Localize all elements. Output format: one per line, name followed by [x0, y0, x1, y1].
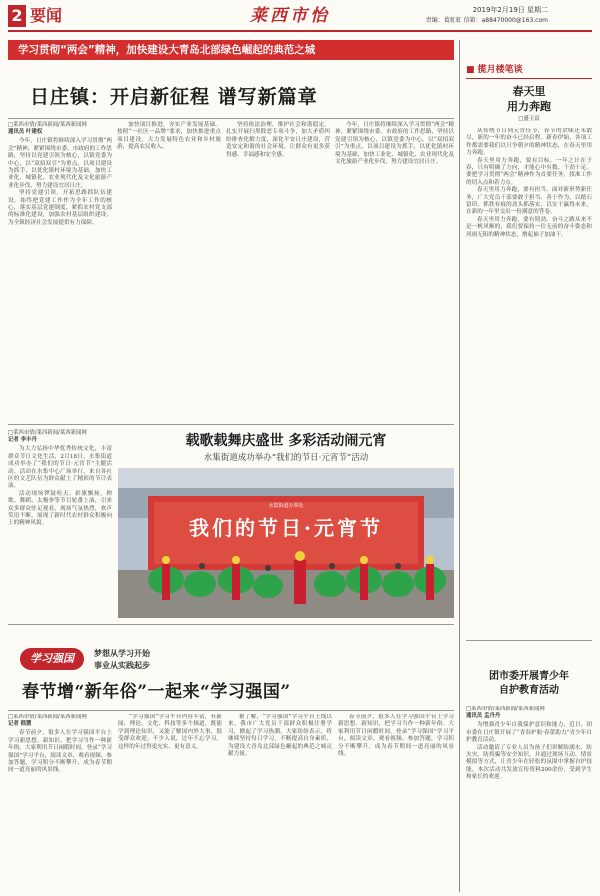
top-banner: 学习贯彻“两会”精神，加快建设大青岛北部绿色崛起的典范之城 [8, 40, 454, 60]
header-rule [8, 30, 592, 32]
lead-paragraph: 加快项目推进，夯实产业发展基础。按照“一社区一品牌”要求，加快推进重点项目建设，大力发展特色农业和乡村旅游，提高农民收入。 [117, 122, 221, 151]
column-label-text: 揽月楼笔谈 [477, 65, 523, 75]
left-story-paragraph: 活动现场锣鼓喧天、彩旗飘扬，秧歌、舞蹈、太极拳等节目轮番上演，引来众多群众驻足观看，现场气氛热烈，欢声笑语不断，展现了新时代农村群众积极向上的精神风貌。 [8, 490, 112, 527]
left-story-byline-author: 记者 李丰丹 [8, 437, 37, 444]
lead-col-2 [117, 122, 221, 152]
page-number-badge: 2 [8, 5, 26, 27]
news-title-1: 团市委开展青少年 [489, 671, 569, 682]
lead-col-1 [8, 122, 112, 227]
lead-paragraph: 坚持依法治理，维护社会和谐稳定。扎实开展扫黑除恶专项斗争，加大矛盾纠纷排查化解力度，深化平安日庄建设，营造安定和谐的社会环境，让群众有更多获得感、幸福感和安全感。 [226, 122, 330, 158]
section-name: 要闻 [30, 6, 63, 25]
lead-divider [8, 118, 454, 119]
study-tagline-1: 梦想从学习开始 [94, 648, 150, 658]
study-tagline-2: 事业从实践起步 [94, 660, 150, 670]
essay-paragraph: 春天里用力奔跑，要有韧劲。奋斗之路从来不是一帆风顺的，我们要保持一往无前的奋斗姿态和风雨无阻的精神状态，撸起袖子加油干。 [466, 216, 592, 238]
news-byline-author: 通讯员 孟丹丹 [466, 713, 501, 720]
essay-body [466, 128, 592, 636]
festival-photo [118, 468, 454, 618]
stage-sign: 水集街道办事处 [268, 503, 304, 509]
essay-title-2: 用力奔跑 [507, 100, 551, 113]
festival-photo-graphic [118, 468, 454, 618]
lead-col-4 [335, 122, 454, 166]
essay-title-1: 春天里 [512, 85, 546, 98]
feature-paragraph: 春节前夕，很多人在学习强国平台上学习新思想、新知识，把学习当作一种新年俗。大家利用节日闲暇时间，登录“学习强国”学习平台，阅读文章、观看视频、参加答题，学习积分不断攀升，成为春节期间一道亮丽的风景线。 [338, 714, 454, 758]
lead-col-3 [226, 122, 330, 159]
lead-headline: 日庄镇：开启新征程 谱写新篇章 [30, 86, 318, 108]
masthead-logo: 莱西市怡 [250, 6, 330, 26]
feature-paragraph: 春节前夕，很多人在学习强国平台上学习新思想、新知识，把学习当作一种新年俗。大家利用节日闲暇时间，登录“学习强国”学习平台，阅读文章、观看视频、参加答题，学习积分不断攀升，成为春节期间一道亮丽的风景线。 [8, 730, 112, 774]
column-marker-icon: ■ [466, 65, 475, 75]
feature-col-4 [338, 714, 454, 892]
left-story-paragraph: 为大力弘扬中华优秀传统文化，丰富群众节日文化生活，2月18日，水集街道成功举办了“我们的节日·元宵节”主题活动。活动在水集中心广场举行，来自各社区的文艺队伍为群众献上了精彩的节目表演。 [8, 446, 112, 490]
left-story-byline-source: □莱西市情/莱西新闻/莱西新闻网 [8, 430, 87, 436]
essay-paragraph: 从传统节日到元宵佳节，春节的余味还未散尽，新的一年的奋斗已经启程。新春伊始，各项工作都需要我们以只争朝夕的精神状态，在春天里用力奔跑。 [466, 128, 592, 157]
issue-date: 2019年2月19日 星期二 [472, 6, 548, 14]
essay-paragraph: 春天里用力奔跑，要有目标。一年之计在于春，只有明确了方向，才能心中有数、干劲十足。要把学习贯彻“两会”精神作为首要任务，找准工作的切入点和着力点。 [466, 157, 592, 186]
essay-author: □盛玉富 [518, 116, 540, 122]
feature-col-1 [8, 714, 112, 892]
left-story [8, 430, 112, 528]
editor-info: 责编：葛虹虹 信箱：a88470000@163.com [425, 17, 548, 24]
study-logo: 学习强国 [20, 648, 84, 670]
sidebar-separator [459, 40, 460, 892]
feature-paragraph: “学习强国”学习平台内容丰富，有新闻、理论、文化、科技等多个频道，既能学到理论知识，又能了解国内外大事，很受群众欢迎。不少人说，过年不忘学习，这样的年过得更充实、更有意义。 [118, 714, 222, 750]
lead-paragraph: 今年，日庄镇将继续深入学习贯彻“两会”精神，紧紧围绕市委、市政府的工作思路，坚持以党建引领为核心，以镇党委为中心，以“双招双引”为重点，以项目建设为抓手，以优化镇村环境为基础，加快工业化、城镇化、农业现代化及文化旅游产业化步伐，努力建设宜居日庄。 [335, 122, 454, 166]
lead-byline-source: □莱西市情/莱西新闻/莱西新闻网 [8, 122, 87, 128]
feature-byline-source: □莱西市情/莱西新闻/莱西新闻网 [8, 714, 87, 720]
lead-byline-author: 通讯员 叶建权 [8, 129, 43, 136]
stage-backdrop-text: 我们的节日·元宵节 [189, 516, 383, 540]
feature-col-3 [228, 714, 332, 892]
feature-divider [8, 710, 454, 711]
photo-bottom-divider [8, 624, 454, 625]
lead-paragraph: 坚持党建引领，开拓思路抓队伍建设。始终把党建工作作为全年工作的核心，落实基层党建制度，紧抓农村党支部的标准化建设，加强农村基层组织建设，为全镇经济社会发展提供有力保障。 [8, 190, 112, 226]
news-byline-source: □莱西市情/莱西新闻/莱西新闻网 [466, 706, 545, 712]
feature-byline-author: 记者 嵇慧 [8, 721, 32, 728]
photo-story-subheadline: 水集街道成功举办“我们的节日·元宵节”活动 [203, 453, 369, 463]
news-body [466, 706, 592, 892]
page-header [0, 0, 600, 36]
sidebar-divider [466, 640, 592, 641]
feature-headline: 春节增“新年俗”一起来“学习强国” [22, 682, 291, 702]
essay-paragraph: 春天里用力奔跑，要有担当。面对新形势新任务，广大党员干部要敢于担当、善于作为，以踏石留印、抓铁有痕的劲头抓落实，以实干赢得未来，在新的一年里交出一份满意的答卷。 [466, 187, 592, 216]
feature-col-2 [118, 714, 222, 892]
lead-paragraph: 今年，日庄镇将继续深入学习贯彻“两会”精神，紧紧围绕市委、市政府的工作思路，坚持以党建引领为核心，以镇党委为中心，以“双招双引”为重点，以项目建设为抓手，以优化镇村环境为基础，加快工业化、城镇化、农业现代化及文化旅游产业化步伐，努力建设宜居日庄。 [8, 138, 112, 189]
feature-paragraph: 据了解，“学习强国”学习平台上线以来，我市广大党员干部群众积极注册学习，掀起了学习热潮。大家纷纷表示，将继续坚持每日学习，不断提高自身素质，为建设大青岛北部绿色崛起的典范之城贡献力量。 [228, 714, 332, 758]
lead-bottom-divider [8, 424, 454, 425]
photo-story-headline: 载歌载舞庆盛世 多彩活动闹元宵 [185, 433, 387, 449]
news-paragraph: 为增强青少年自我保护意识和能力，近日，团市委在日庄镇开展了“青春护航·春蕾助力”青少年自护教育活动。 [466, 722, 592, 744]
news-title-2: 自护教育活动 [499, 685, 559, 696]
sidebar-column-label [466, 64, 592, 79]
news-paragraph: 活动邀请了专业人员为孩子们讲解防溺水、防火灾、防拐骗等安全知识，并通过现场互动、情景模拟等方式，让青少年在轻松的氛围中掌握自护技能。本次活动共发放宣传资料200余份，受到学生和家长的欢迎。 [466, 744, 592, 781]
